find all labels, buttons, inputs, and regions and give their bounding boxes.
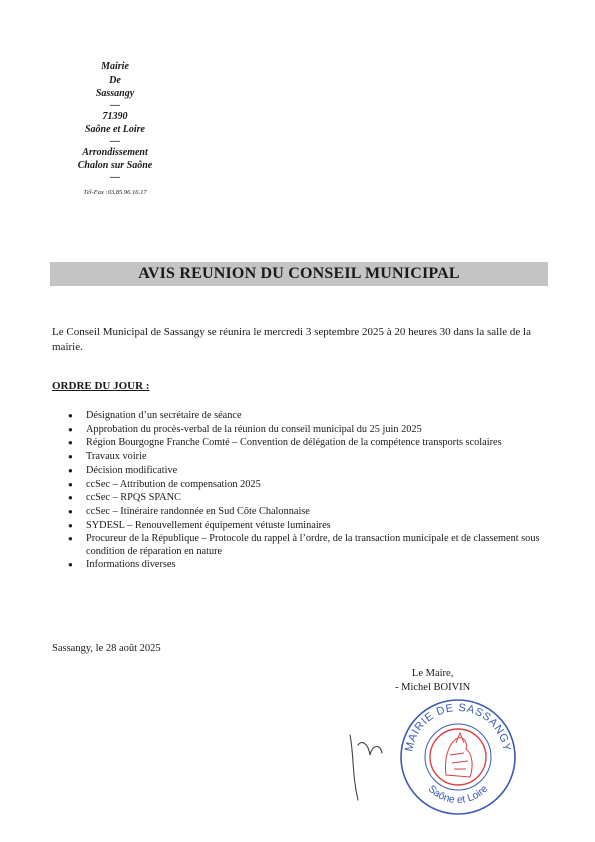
agenda-item-text: ccSec – Itinéraire randonnée en Sud Côte Chalonnaise (86, 505, 310, 517)
bullet-icon: ● (68, 438, 73, 448)
letterhead-mairie: Mairie (101, 61, 129, 72)
agenda-item-text: SYDESL – Renouvellement équipement vétuste luminaires (86, 519, 331, 531)
bullet-icon: ● (68, 465, 73, 475)
bullet-icon: ● (68, 493, 73, 503)
letterhead-separator: — (110, 171, 120, 183)
list-item (62, 437, 542, 449)
agenda-item-text: Procureur de la République – Protocole du rappel à l’ordre, de la transaction municipale et de classement sous condition de réparation en nature (86, 533, 540, 557)
page-title: AVIS REUNION DU CONSEIL MUNICIPAL (138, 265, 460, 282)
list-item (62, 559, 542, 571)
letterhead-arrondissement-label: Arrondissement (82, 146, 148, 158)
agenda-heading: ORDRE DU JOUR : (52, 380, 150, 392)
agenda-item-text: Travaux voirie (86, 451, 147, 463)
signature-block (395, 667, 470, 695)
agenda-item-text: Désignation d’un secrétaire de séance (86, 410, 242, 421)
stamp-bottom-text: Saône et Loire (425, 782, 491, 807)
signature-name: - Michel BOIVIN (395, 682, 471, 693)
letterhead (60, 60, 170, 199)
list-item (62, 533, 542, 557)
intro-paragraph: Le Conseil Municipal de Sassangy se réunira le mercredi 3 septembre 2025 à 20 heures 30 dans la salle de la mairie. (52, 326, 531, 353)
bullet-icon: ● (68, 560, 73, 570)
agenda-list (62, 410, 542, 573)
letterhead-phone: Tél-Fax :03.85.96.16.17 (83, 188, 147, 196)
stamp-inner-ring (425, 724, 491, 790)
list-item (62, 410, 542, 422)
agenda-item-text: Informations diverses (86, 559, 176, 571)
letterhead-arrondissement-name: Chalon sur Saône (77, 160, 153, 171)
letterhead-commune: Sassangy (95, 88, 135, 99)
bullet-icon: ● (68, 424, 73, 434)
official-stamp (398, 697, 518, 817)
agenda-item-text: ccSec – RPQS SPANC (86, 492, 181, 504)
stamp-top-text: MAIRIE DE SASSANGY (403, 701, 513, 753)
bullet-icon: ● (68, 411, 73, 420)
letterhead-separator: — (110, 99, 120, 111)
place-date: Sassangy, le 28 août 2025 (52, 643, 161, 654)
mayor-name: Michel BOIVIN (401, 682, 471, 693)
bullet-icon: ● (68, 506, 73, 516)
bullet-icon: ● (68, 479, 73, 489)
letterhead-de: De (109, 74, 121, 86)
list-item (62, 465, 542, 477)
bullet-icon: ● (68, 452, 73, 462)
agenda-item-text: ccSec – Attribution de compensation 2025 (86, 478, 261, 490)
bullet-icon: ● (68, 520, 73, 530)
agenda-item-text: Région Bourgogne Franche Comté – Convention de délégation de la compétence transports scolaires (86, 437, 502, 449)
list-item (62, 479, 542, 491)
list-item (62, 520, 542, 532)
agenda-item-text: Décision modificative (86, 464, 178, 476)
handwritten-signature (340, 715, 400, 805)
letterhead-department: Saône et Loire (85, 124, 145, 135)
letterhead-separator: — (110, 135, 120, 147)
list-item (62, 424, 542, 436)
signature-role: Le Maire, (411, 668, 454, 679)
marianne-seal-icon (430, 729, 486, 785)
bullet-icon: ● (68, 534, 73, 544)
list-item (62, 492, 542, 504)
list-item (62, 451, 542, 463)
agenda-item-text: Approbation du procès-verbal de la réunion du conseil municipal du 25 juin 2025 (86, 423, 422, 435)
title-banner (50, 262, 548, 286)
list-item (62, 506, 542, 518)
letterhead-postcode: 71390 (102, 110, 128, 122)
